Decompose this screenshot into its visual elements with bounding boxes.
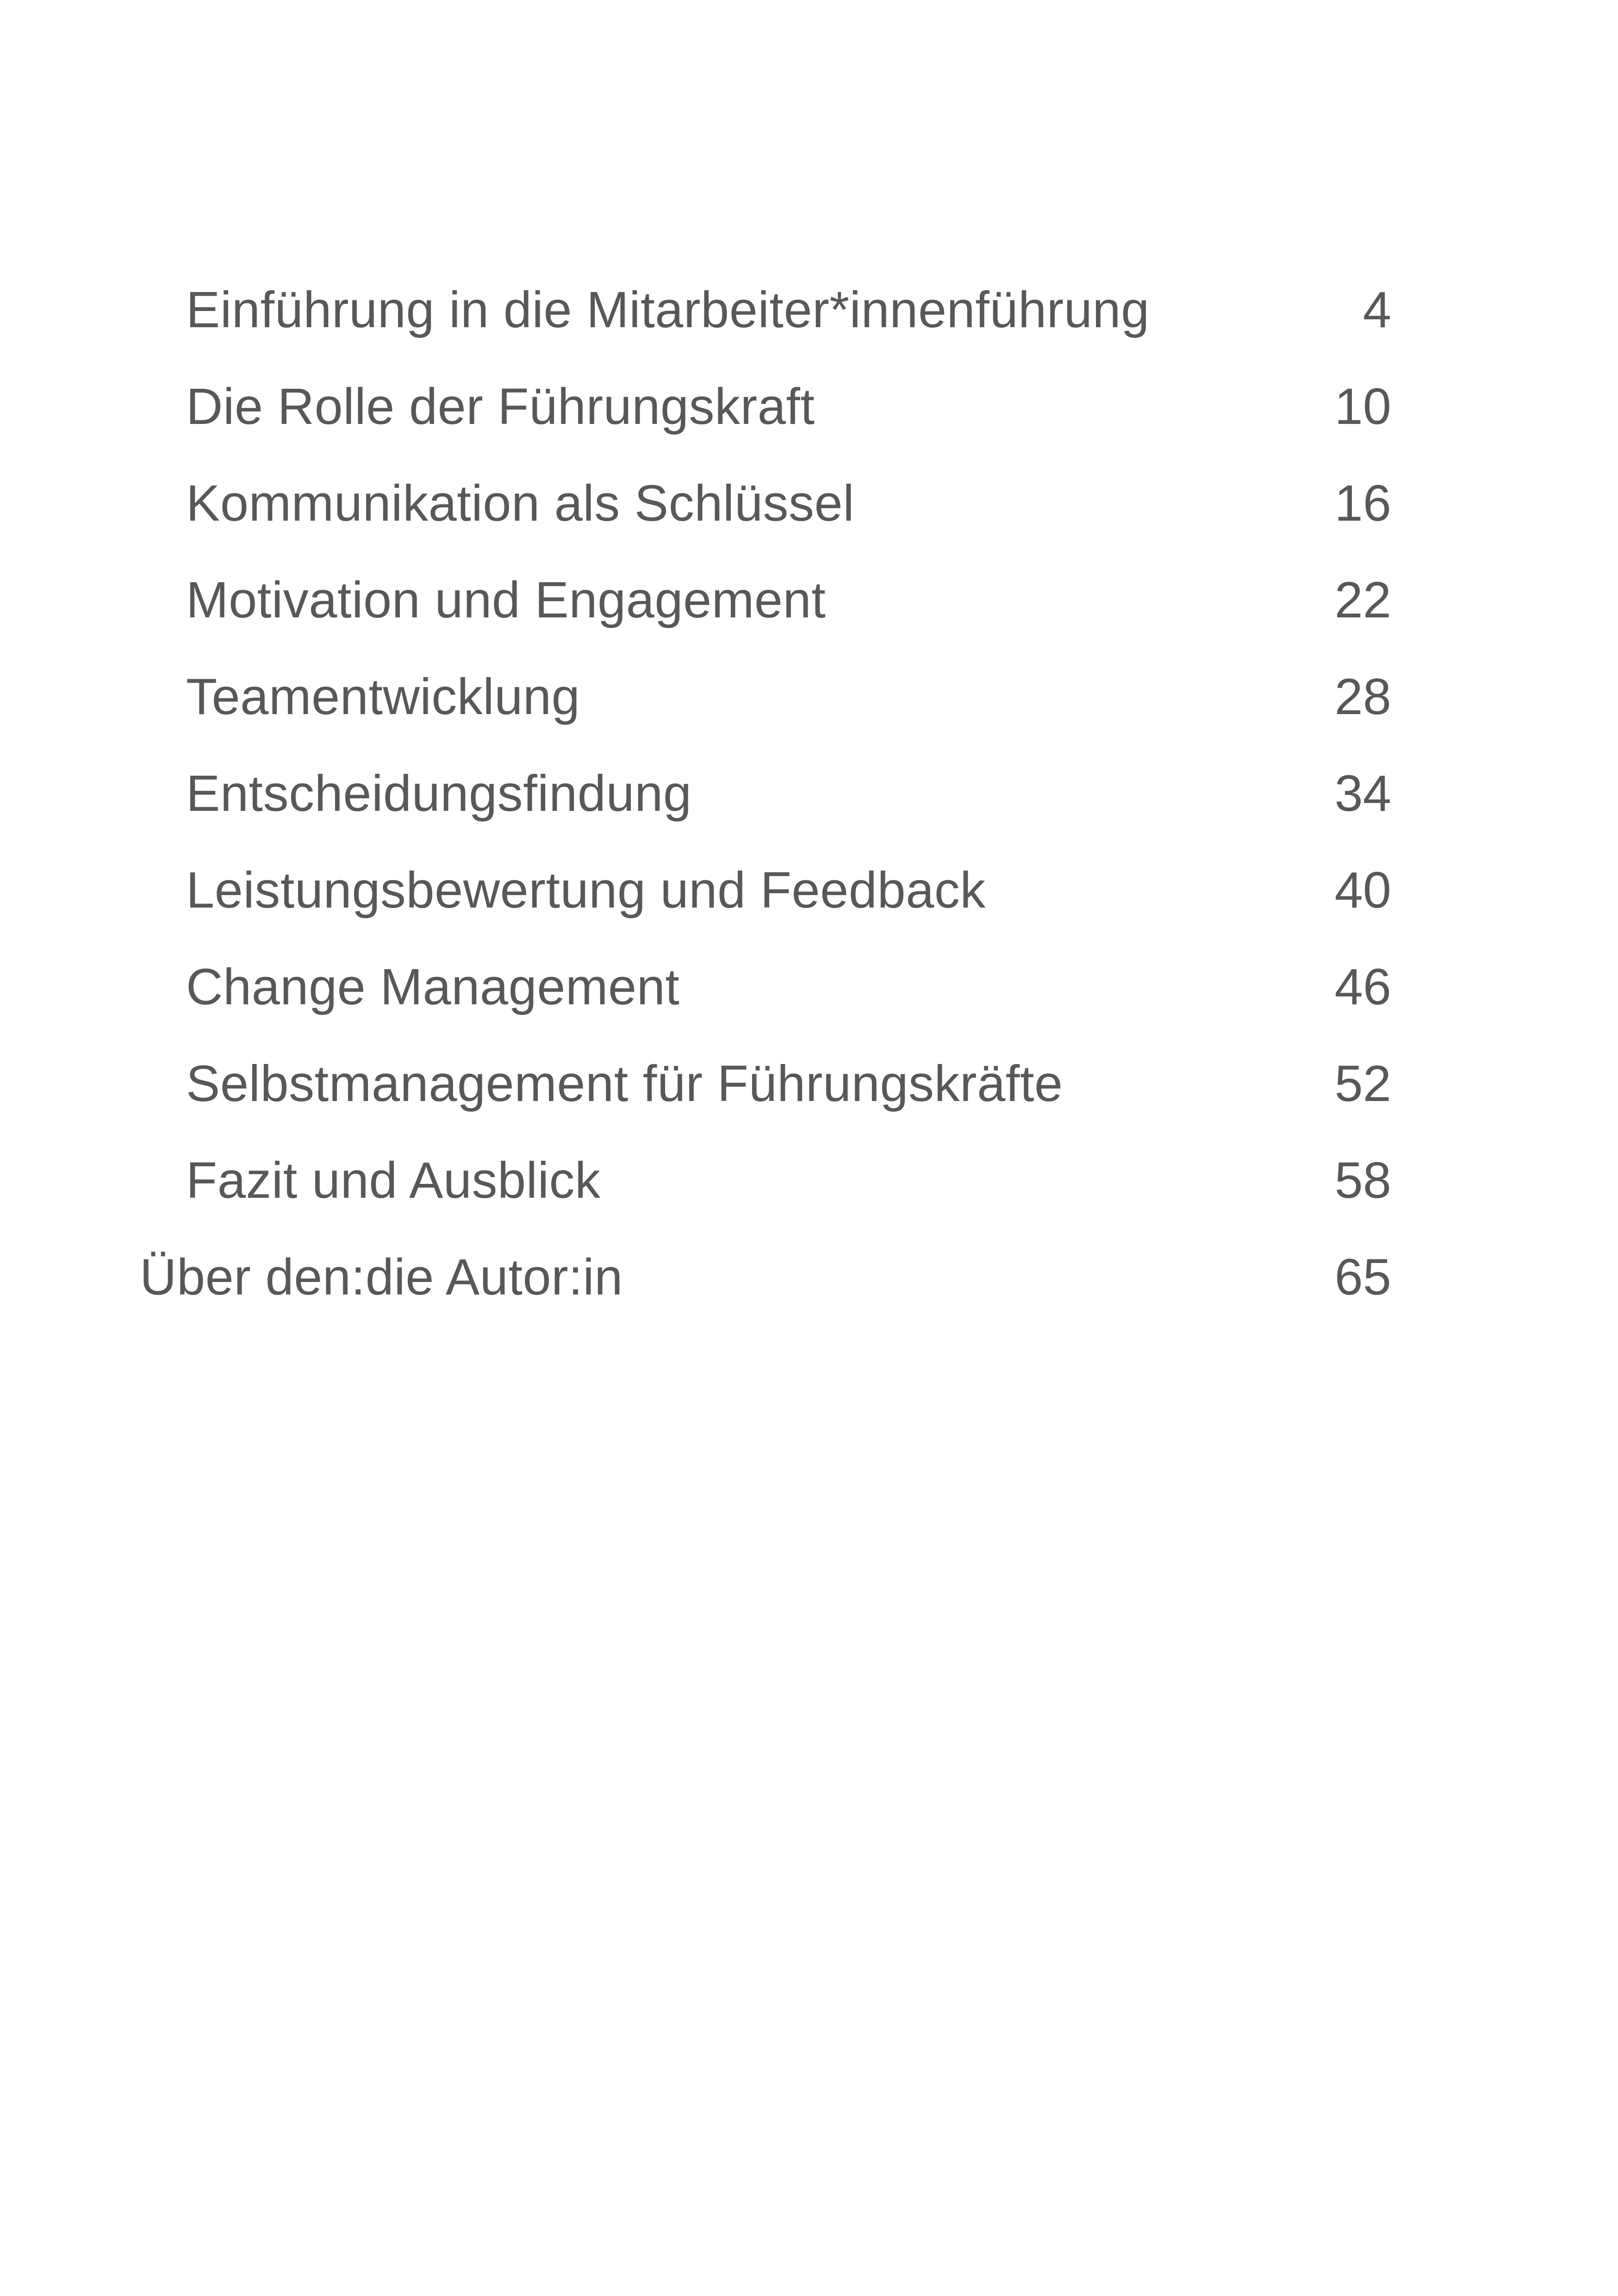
toc-entry-title: Fazit und Ausblick — [186, 1152, 601, 1209]
toc-entry-title: Kommunikation als Schlüssel — [186, 475, 855, 532]
toc-entry-page-number: 58 — [1334, 1152, 1391, 1209]
toc-entry[interactable] — [0, 455, 1618, 552]
toc-entry-page-number: 16 — [1334, 475, 1391, 532]
toc-entry-page-number: 28 — [1334, 668, 1391, 725]
toc-entry-page-number: 34 — [1334, 765, 1391, 822]
table-of-contents — [0, 261, 1618, 1325]
toc-entry-page-number: 22 — [1334, 572, 1391, 628]
toc-entry-title: Entscheidungsfindung — [186, 765, 692, 822]
toc-entry-title: Die Rolle der Führungskraft — [186, 378, 815, 435]
toc-entry[interactable] — [0, 842, 1618, 939]
toc-entry[interactable] — [0, 358, 1618, 455]
toc-entry[interactable] — [0, 1132, 1618, 1229]
toc-entry-title: Einführung in die Mitarbeiter*innenführung — [186, 281, 1150, 338]
toc-entry[interactable] — [0, 552, 1618, 648]
toc-entry[interactable] — [0, 1035, 1618, 1132]
toc-entry-page-number: 65 — [1334, 1249, 1391, 1306]
toc-entry[interactable] — [0, 648, 1618, 745]
toc-entry-title: Selbstmanagement für Führungskräfte — [186, 1055, 1063, 1112]
toc-entry[interactable] — [0, 939, 1618, 1035]
toc-entry-title: Teamentwicklung — [186, 668, 580, 725]
toc-entry-page-number: 52 — [1334, 1055, 1391, 1112]
toc-entry-page-number: 4 — [1363, 281, 1391, 338]
toc-entry-title: Leistungsbewertung und Feedback — [186, 862, 986, 919]
toc-entry[interactable] — [0, 745, 1618, 842]
toc-entry[interactable] — [0, 261, 1618, 358]
toc-entry[interactable] — [0, 1229, 1618, 1325]
toc-entry-title: Change Management — [186, 958, 680, 1015]
toc-entry-page-number: 10 — [1334, 378, 1391, 435]
toc-entry-page-number: 40 — [1334, 862, 1391, 919]
toc-entry-title: Motivation und Engagement — [186, 572, 826, 628]
toc-entry-page-number: 46 — [1334, 958, 1391, 1015]
toc-entry-title: Über den:die Autor:in — [140, 1249, 623, 1306]
